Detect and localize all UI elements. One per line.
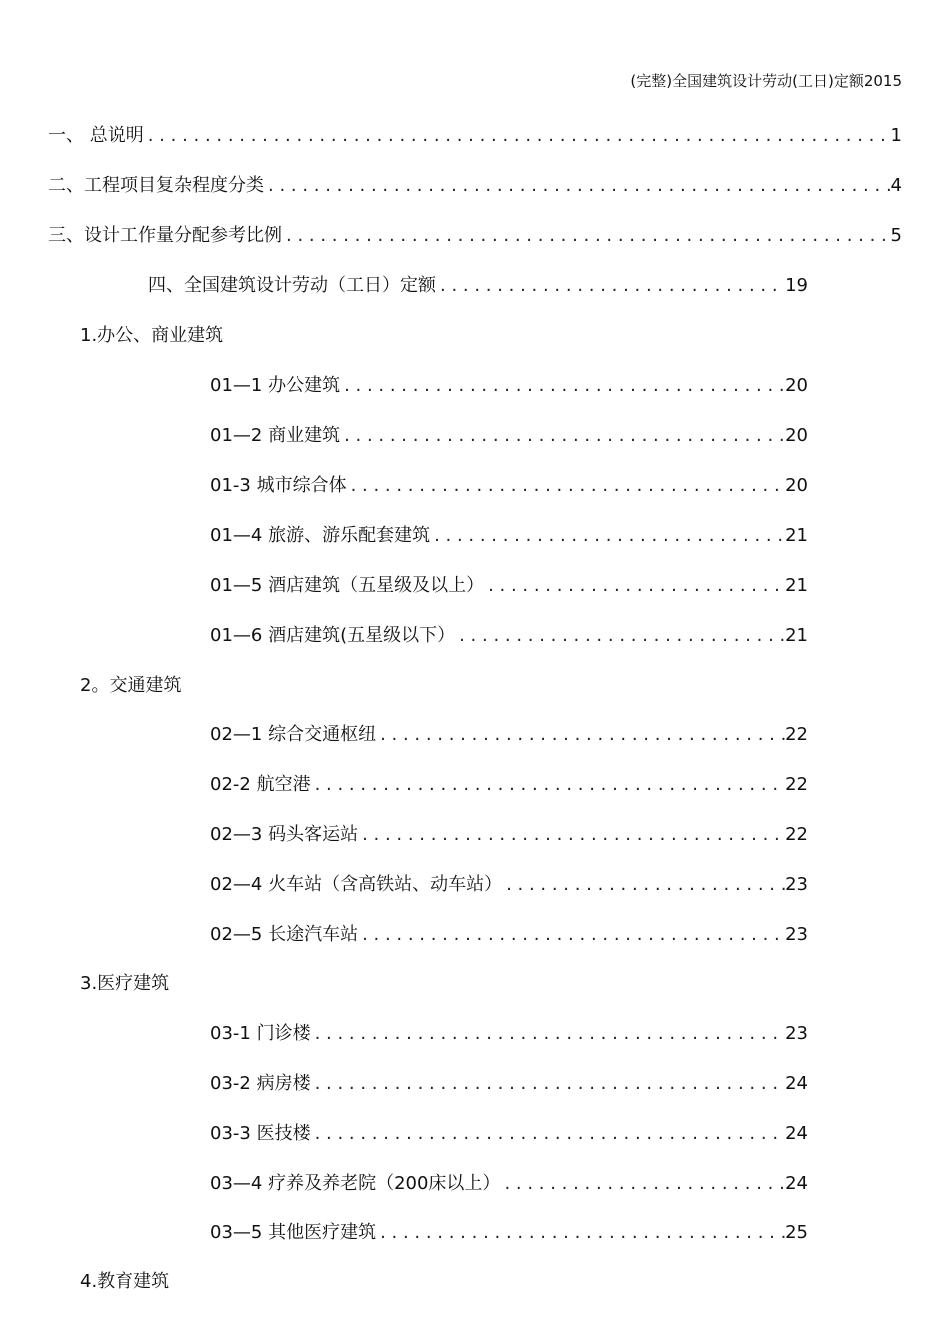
toc-entry-page: 22 bbox=[785, 824, 808, 845]
toc-entry-page: 20 bbox=[785, 475, 808, 496]
toc-entry-page: 23 bbox=[785, 1023, 808, 1044]
toc-entry-label: 02—1 综合交通枢纽 bbox=[210, 724, 377, 745]
toc-entry-label: 03—5 其他医疗建筑 bbox=[210, 1222, 377, 1243]
leader-dots bbox=[311, 773, 786, 797]
toc-entry[interactable] bbox=[210, 823, 808, 847]
toc-entry[interactable] bbox=[210, 723, 808, 747]
toc-entry-page: 24 bbox=[785, 1123, 808, 1144]
toc-entry-label: 四、全国建筑设计劳动（工日）定额 bbox=[148, 275, 436, 296]
toc-entry-label: 01—5 酒店建筑（五星级及以上） bbox=[210, 575, 485, 596]
leader-dots bbox=[311, 1022, 786, 1046]
leader-dots bbox=[340, 424, 785, 448]
leader-dots bbox=[144, 124, 891, 148]
toc-entry-page: 20 bbox=[785, 375, 808, 396]
toc-entry-label: 01—4 旅游、游乐配套建筑 bbox=[210, 525, 431, 546]
toc-entry-page: 23 bbox=[785, 924, 808, 945]
toc-entry-page: 19 bbox=[785, 275, 808, 296]
toc-entry-page: 21 bbox=[785, 525, 808, 546]
toc-entry[interactable] bbox=[210, 374, 808, 398]
leader-dots bbox=[264, 174, 891, 198]
toc-entry-label: 三、设计工作量分配参考比例 bbox=[48, 225, 282, 246]
toc-entry-label: 02—5 长途汽车站 bbox=[210, 924, 359, 945]
toc-entry[interactable] bbox=[48, 224, 902, 248]
toc-entry[interactable] bbox=[48, 124, 902, 148]
toc-entry-page: 21 bbox=[785, 625, 808, 646]
toc-entry-page: 24 bbox=[785, 1073, 808, 1094]
toc-entry-page: 21 bbox=[785, 575, 808, 596]
leader-dots bbox=[358, 923, 785, 947]
toc-entry-label: 03-1 门诊楼 bbox=[210, 1023, 311, 1044]
toc-entry-page: 25 bbox=[785, 1222, 808, 1243]
toc-entry-page: 5 bbox=[890, 225, 902, 246]
toc-entry[interactable] bbox=[210, 873, 808, 897]
toc-entry-label: 02-2 航空港 bbox=[210, 774, 311, 795]
toc-entry-page: 23 bbox=[785, 874, 808, 895]
section-title: 3.医疗建筑 bbox=[80, 973, 170, 994]
toc-entry-label: 02—4 火车站（含高铁站、动车站） bbox=[210, 874, 503, 895]
toc-entry[interactable] bbox=[210, 524, 808, 548]
toc-entry[interactable] bbox=[148, 274, 808, 298]
toc-entry[interactable] bbox=[48, 174, 902, 198]
toc-entry[interactable] bbox=[210, 574, 808, 598]
toc-entry[interactable] bbox=[210, 624, 808, 648]
toc-entry-label: 01—2 商业建筑 bbox=[210, 425, 341, 446]
toc-entry-label: 一、 总说明 bbox=[48, 125, 144, 146]
leader-dots bbox=[436, 274, 785, 298]
toc-entry[interactable] bbox=[210, 1072, 808, 1096]
toc-entry[interactable] bbox=[210, 424, 808, 448]
toc-entry[interactable] bbox=[210, 1221, 808, 1245]
toc-entry-label: 03—4 疗养及养老院（200床以上） bbox=[210, 1173, 501, 1194]
page-header: (完整)全国建筑设计劳动(工日)定额2015 bbox=[630, 72, 902, 90]
toc-entry[interactable] bbox=[210, 773, 808, 797]
toc-entry-label: 二、工程项目复杂程度分类 bbox=[48, 175, 264, 196]
toc-entry-page: 24 bbox=[785, 1173, 808, 1194]
toc-entry-label: 01—1 办公建筑 bbox=[210, 375, 341, 396]
leader-dots bbox=[430, 524, 785, 548]
section-title: 1.办公、商业建筑 bbox=[80, 325, 224, 346]
toc-entry-page: 20 bbox=[785, 425, 808, 446]
leader-dots bbox=[311, 1072, 786, 1096]
section-title: 2。交通建筑 bbox=[80, 675, 182, 696]
leader-dots bbox=[376, 723, 785, 747]
leader-dots bbox=[500, 1172, 785, 1196]
toc-entry[interactable] bbox=[210, 923, 808, 947]
toc-entry-label: 03-3 医技楼 bbox=[210, 1123, 311, 1144]
leader-dots bbox=[311, 1122, 786, 1146]
toc-entry[interactable] bbox=[210, 1122, 808, 1146]
toc-entry-page: 1 bbox=[890, 125, 902, 146]
toc-entry-label: 01-3 城市综合体 bbox=[210, 475, 347, 496]
toc-entry[interactable] bbox=[210, 1172, 808, 1196]
leader-dots bbox=[484, 574, 785, 598]
leader-dots bbox=[376, 1221, 785, 1245]
toc-entry-label: 03-2 病房楼 bbox=[210, 1073, 311, 1094]
leader-dots bbox=[282, 224, 891, 248]
leader-dots bbox=[502, 873, 785, 897]
leader-dots bbox=[455, 624, 785, 648]
toc-entry-page: 4 bbox=[890, 175, 902, 196]
leader-dots bbox=[358, 823, 785, 847]
toc-entry-page: 22 bbox=[785, 724, 808, 745]
leader-dots bbox=[340, 374, 785, 398]
toc-entry-label: 02—3 码头客运站 bbox=[210, 824, 359, 845]
section-title: 4.教育建筑 bbox=[80, 1271, 170, 1292]
toc-entry[interactable] bbox=[210, 474, 808, 498]
toc-entry-label: 01—6 酒店建筑(五星级以下） bbox=[210, 625, 456, 646]
toc-entry[interactable] bbox=[210, 1022, 808, 1046]
leader-dots bbox=[347, 474, 786, 498]
toc-entry-page: 22 bbox=[785, 774, 808, 795]
